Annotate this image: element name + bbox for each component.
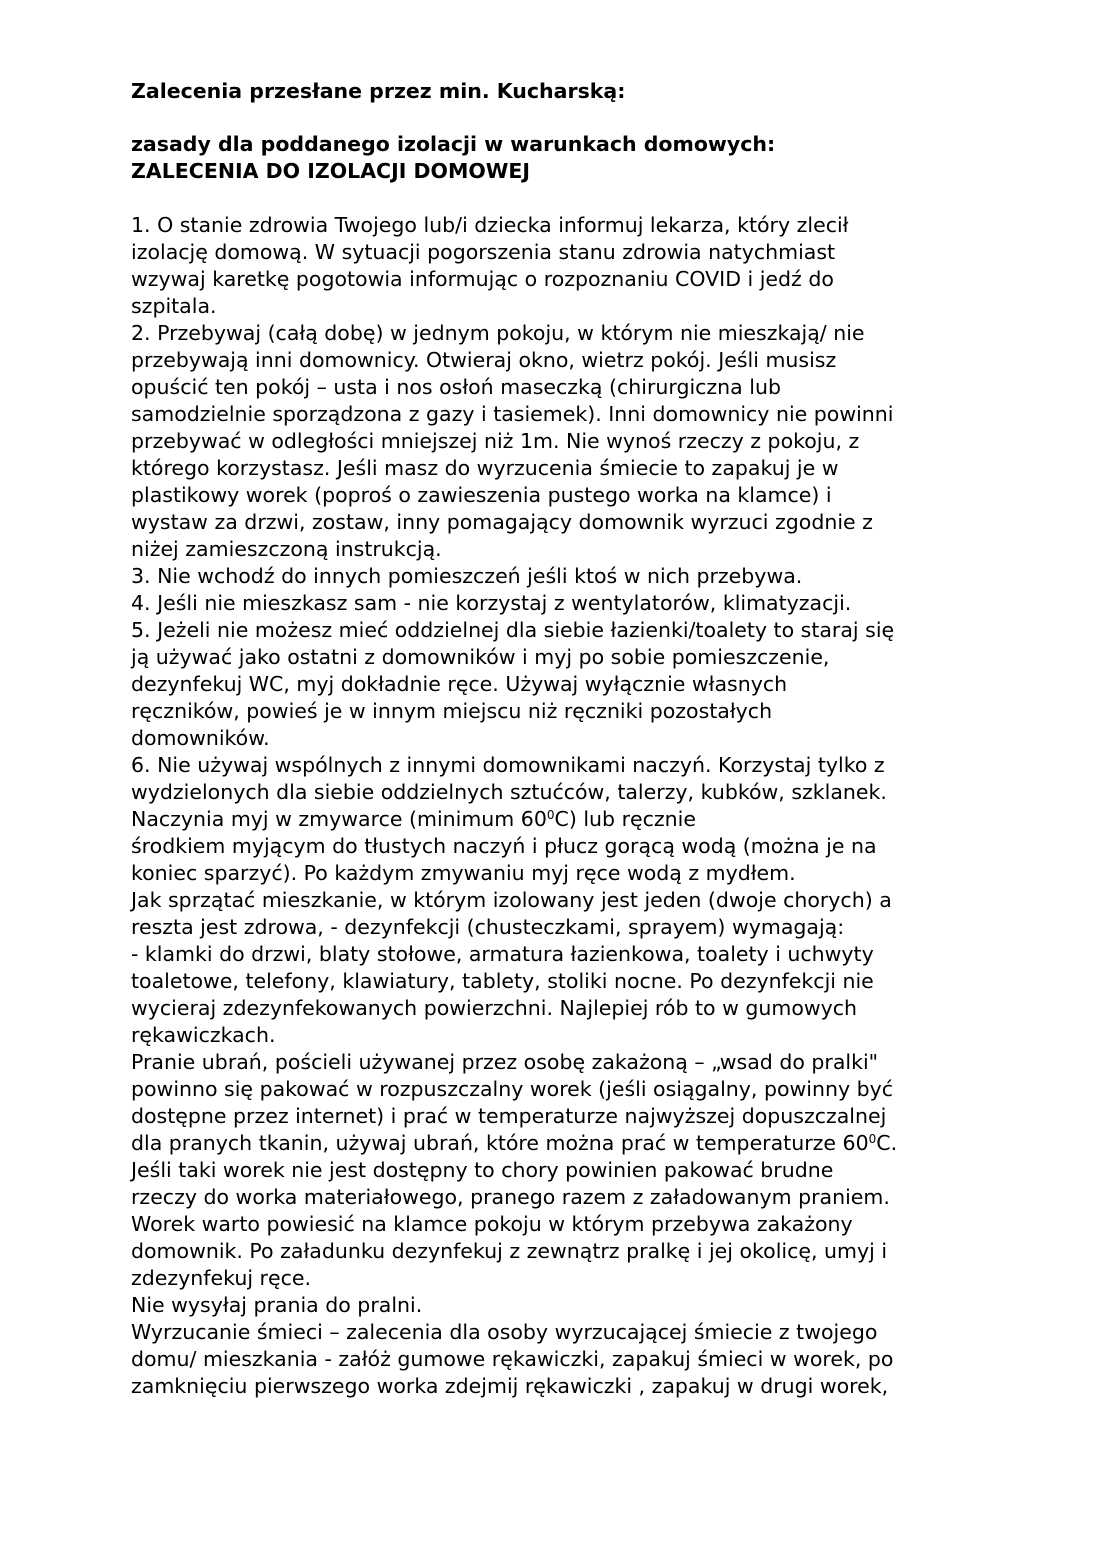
paragraph-line: Jeśli taki worek nie jest dostępny to chory powinien pakować brudne xyxy=(131,1158,834,1182)
superscript: 0 xyxy=(868,1132,877,1146)
paragraph-line: powinno się pakować w rozpuszczalny worek (jeśli osiągalny, powinny być xyxy=(131,1077,894,1101)
text-segment: dla pranych tkanin, używaj ubrań, które można prać w temperaturze 60 xyxy=(131,1131,869,1155)
subtitle-line: zasady dla poddanego izolacji w warunkach domowych: xyxy=(131,132,776,156)
paragraph-line: Worek warto powiesić na klamce pokoju w którym przebywa zakażony xyxy=(131,1212,853,1236)
paragraph-line: ją używać jako ostatni z domowników i myj po sobie pomieszczenie, xyxy=(131,645,830,669)
paragraph-line: 2. Przebywaj (całą dobę) w jednym pokoju, w którym nie mieszkają/ nie xyxy=(131,321,865,345)
paragraph-line: niżej zamieszczoną instrukcją. xyxy=(131,537,442,561)
paragraph-line: reszta jest zdrowa, - dezynfekcji (chusteczkami, sprayem) wymagają: xyxy=(131,915,845,939)
paragraph-line: wycieraj zdezynfekowanych powierzchni. Najlepiej rób to w gumowych xyxy=(131,996,858,1020)
paragraph-line: środkiem myjącym do tłustych naczyń i płucz gorącą wodą (można je na xyxy=(131,834,877,858)
paragraph-line: dezynfekuj WC, myj dokładnie ręce. Używaj wyłącznie własnych xyxy=(131,672,788,696)
paragraph-line: 6. Nie używaj wspólnych z innymi domownikami naczyń. Korzystaj tylko z xyxy=(131,753,885,777)
paragraph-line: rzeczy do worka materiałowego, pranego razem z załadowanym praniem. xyxy=(131,1185,890,1209)
paragraph-line-with-superscript xyxy=(131,806,991,833)
paragraph-line: którego korzystasz. Jeśli masz do wyrzucenia śmiecie to zapakuj je w xyxy=(131,456,839,480)
document-body xyxy=(131,212,991,1400)
paragraph-line: - klamki do drzwi, blaty stołowe, armatura łazienkowa, toalety i uchwyty xyxy=(131,942,874,966)
paragraph-line: toaletowe, telefony, klawiatury, tablety, stoliki nocne. Po dezynfekcji nie xyxy=(131,969,874,993)
paragraph-line: 5. Jeżeli nie możesz mieć oddzielnej dla siebie łazienki/toalety to staraj się xyxy=(131,618,895,642)
document-title: Zalecenia przesłane przez min. Kucharską: xyxy=(131,79,626,103)
document-page xyxy=(131,78,991,1400)
text-segment: C. xyxy=(876,1131,898,1155)
paragraph-line: wzywaj karetkę pogotowia informując o rozpoznaniu COVID i jedź do xyxy=(131,267,834,291)
superscript: 0 xyxy=(546,808,555,822)
paragraph-line: 3. Nie wchodź do innych pomieszczeń jeśli ktoś w nich przebywa. xyxy=(131,564,803,588)
paragraph-line: dostępne przez internet) i prać w temperaturze najwyższej dopuszczalnej xyxy=(131,1104,887,1128)
paragraph-line: Jak sprzątać mieszkanie, w którym izolowany jest jeden (dwoje chorych) a xyxy=(131,888,892,912)
paragraph-line: szpitala. xyxy=(131,294,217,318)
paragraph-line: przebywają inni domownicy. Otwieraj okno, wietrz pokój. Jeśli musisz xyxy=(131,348,837,372)
paragraph-line: samodzielnie sporządzona z gazy i tasiemek). Inni domownicy nie powinni xyxy=(131,402,894,426)
text-segment: C) lub ręcznie xyxy=(554,807,696,831)
text-segment: Naczynia myj w zmywarce (minimum 60 xyxy=(131,807,547,831)
paragraph-line: przebywać w odległości mniejszej niż 1m. Nie wynoś rzeczy z pokoju, z xyxy=(131,429,860,453)
document-subtitle xyxy=(131,131,991,185)
paragraph-line: domu/ mieszkania - załóż gumowe rękawiczki, zapakuj śmieci w worek, po xyxy=(131,1347,894,1371)
paragraph-line: domownik. Po załadunku dezynfekuj z zewnątrz pralkę i jej okolicę, umyj i xyxy=(131,1239,888,1263)
subtitle-heading: ZALECENIA DO IZOLACJI DOMOWEJ xyxy=(131,159,531,183)
paragraph-line: 1. O stanie zdrowia Twojego lub/i dziecka informuj lekarza, który zlecił xyxy=(131,213,849,237)
paragraph-line: wydzielonych dla siebie oddzielnych sztućców, talerzy, kubków, szklanek. xyxy=(131,780,887,804)
paragraph-line: ręczników, powieś je w innym miejscu niż ręczniki pozostałych xyxy=(131,699,773,723)
paragraph-line: 4. Jeśli nie mieszkasz sam - nie korzystaj z wentylatorów, klimatyzacji. xyxy=(131,591,852,615)
paragraph-line: wystaw za drzwi, zostaw, inny pomagający domownik wyrzuci zgodnie z xyxy=(131,510,873,534)
paragraph-line: koniec sparzyć). Po każdym zmywaniu myj ręce wodą z mydłem. xyxy=(131,861,796,885)
paragraph-line: Wyrzucanie śmieci – zalecenia dla osoby wyrzucającej śmiecie z twojego xyxy=(131,1320,878,1344)
paragraph-line: Pranie ubrań, pościeli używanej przez osobę zakażoną – „wsad do pralki" xyxy=(131,1050,879,1074)
paragraph-line: zamknięciu pierwszego worka zdejmij rękawiczki , zapakuj w drugi worek, xyxy=(131,1374,889,1398)
paragraph-line: Nie wysyłaj prania do pralni. xyxy=(131,1293,423,1317)
paragraph-line: opuścić ten pokój – usta i nos osłoń maseczką (chirurgiczna lub xyxy=(131,375,781,399)
paragraph-line: rękawiczkach. xyxy=(131,1023,276,1047)
paragraph-line-with-superscript xyxy=(131,1130,991,1157)
paragraph-line: izolację domową. W sytuacji pogorszenia stanu zdrowia natychmiast xyxy=(131,240,836,264)
paragraph-line: domowników. xyxy=(131,726,270,750)
paragraph-line: zdezynfekuj ręce. xyxy=(131,1266,311,1290)
paragraph-line: plastikowy worek (poproś o zawieszenia pustego worka na klamce) i xyxy=(131,483,832,507)
